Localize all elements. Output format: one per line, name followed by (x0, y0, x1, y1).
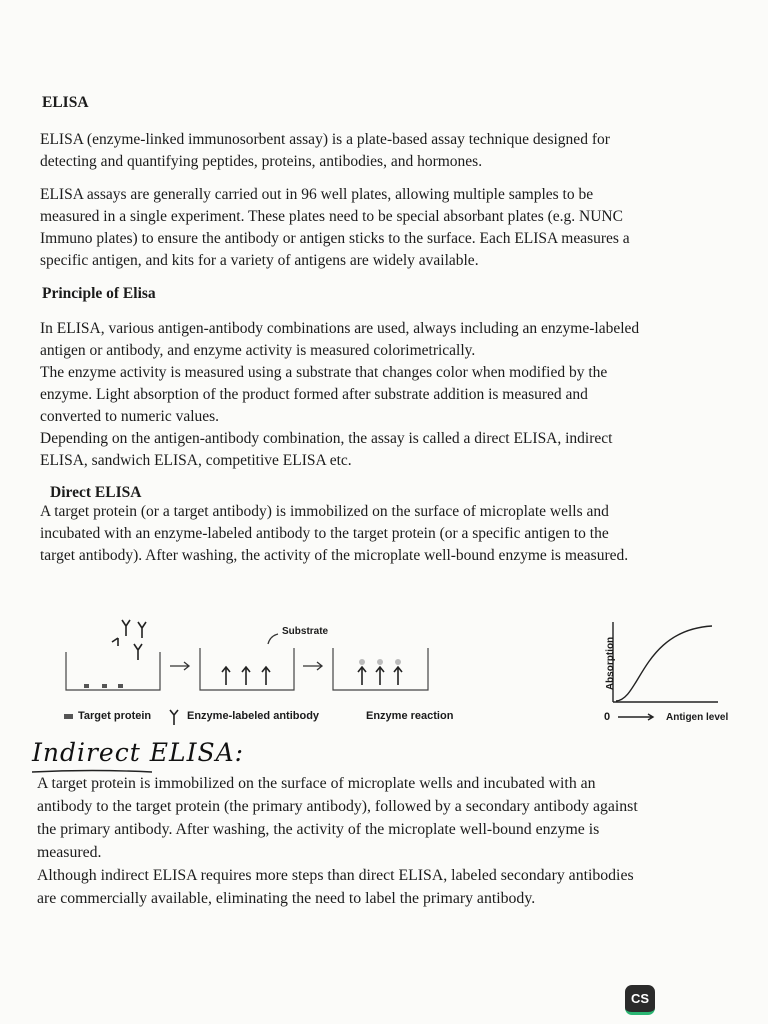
text-line: Although indirect ELISA requires more steps than direct ELISA, labeled secondary antibodies (37, 867, 634, 884)
text-line: specific antigen, and kits for a variety of antigens are widely available. (40, 252, 479, 269)
text-line: A target protein (or a target antibody) is immobilized on the surface of microplate wells and (40, 503, 609, 520)
direct-paragraph (40, 501, 740, 567)
antibody-icon (170, 710, 178, 725)
target-protein (102, 684, 107, 688)
legend-enzyme-antibody: Enzyme-labeled antibody (187, 710, 320, 722)
intro-paragraph (40, 129, 740, 173)
text-line: the primary antibody. After washing, the activity of the microplate well-bound enzyme is (37, 821, 600, 838)
legend-enzyme-reaction: Enzyme reaction (366, 710, 454, 722)
text-line: are commercially available, eliminating the need to label the primary antibody. (37, 890, 536, 907)
text-line: Depending on the antigen-antibody combination, the assay is called a direct ELISA, indirect (40, 430, 613, 447)
target-protein-icon (64, 714, 73, 719)
text-line: incubated with an enzyme-labeled antibody to the target protein (or a specific antigen to the (40, 525, 609, 542)
substrate-label: Substrate (282, 626, 329, 637)
text-line: antigen or antibody, and enzyme activity is measured colorimetrically. (40, 342, 476, 359)
microplate-well (66, 652, 160, 690)
text-line: measured in a single experiment. These plates need to be special absorbant plates (e.g. NUNC (40, 208, 623, 225)
text-line: measured. (37, 844, 102, 861)
text-line: target antibody). After washing, the activity of the microplate well-bound enzyme is measured. (40, 547, 629, 564)
plates-paragraph (40, 184, 740, 272)
text-line: In ELISA, various antigen-antibody combinations are used, always including an enzyme-labeled (40, 320, 640, 337)
text-line: A target protein is immobilized on the surface of microplate wells and incubated with an (37, 775, 596, 792)
page-title: ELISA (42, 94, 89, 111)
camscanner-badge: CS (625, 985, 655, 1015)
graph-y-label: Absorption (605, 636, 617, 691)
principle-heading: Principle of Elisa (42, 285, 156, 302)
indirect-paragraph (37, 772, 737, 910)
text-line: Immuno plates) to ensure the antibody or antigen sticks to the surface. Each ELISA measures a (40, 230, 630, 247)
text-line: converted to numeric values. (40, 408, 220, 425)
principle-paragraph (40, 318, 740, 472)
text-line: ELISA assays are generally carried out in 96 well plates, allowing multiple samples to be (40, 186, 594, 203)
graph-x-label: Antigen level (666, 712, 729, 723)
substrate-arrow (268, 634, 278, 644)
absorption-curve (616, 626, 712, 701)
target-protein (84, 684, 89, 688)
direct-heading: Direct ELISA (50, 484, 142, 501)
text-line: The enzyme activity is measured using a substrate that changes color when modified by the (40, 364, 608, 381)
text-line: ELISA (enzyme-linked immunosorbent assay) is a plate-based assay technique designed for (40, 131, 610, 148)
legend-target-protein: Target protein (78, 710, 152, 722)
axis-arrow (618, 714, 653, 720)
text-line: antibody to the target protein (the primary antibody), followed by a secondary antibody against (37, 798, 638, 815)
graph-origin-label: 0 (604, 711, 611, 723)
target-protein (118, 684, 123, 688)
indirect-heading: Indirect ELISA: (32, 738, 245, 767)
text-line: ELISA, sandwich ELISA, competitive ELISA etc. (40, 452, 352, 469)
text-line: detecting and quantifying peptides, proteins, antibodies, and hormones. (40, 153, 483, 170)
reaction-dots (359, 659, 401, 665)
bound-antibodies (222, 667, 402, 685)
text-line: enzyme. Light absorption of the product formed after substrate addition is measured and (40, 386, 588, 403)
absorption-graph (613, 622, 718, 720)
free-antibodies (112, 620, 146, 660)
